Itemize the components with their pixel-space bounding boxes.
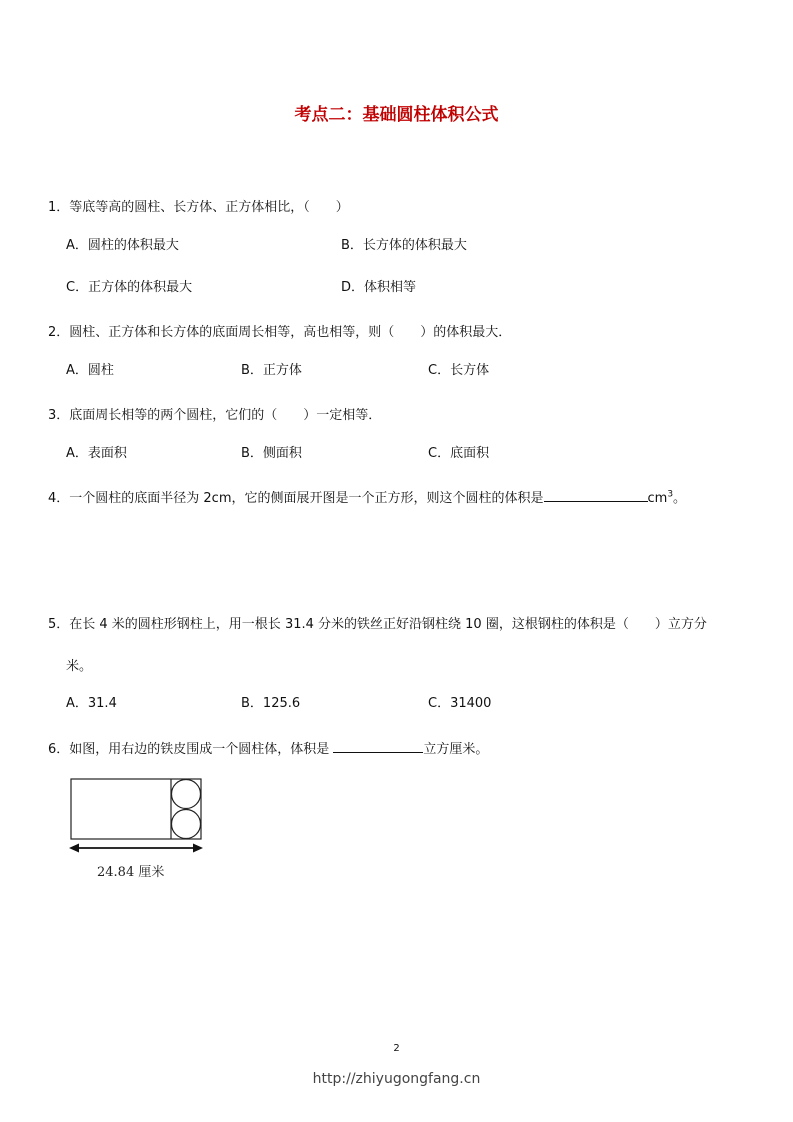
q3-option-b: B．侧面积 xyxy=(241,446,302,461)
bottom-circle xyxy=(172,810,201,839)
page-number: 2 xyxy=(393,1043,400,1054)
q4-answer-blank[interactable] xyxy=(544,489,648,502)
q6-answer-blank[interactable] xyxy=(333,740,423,753)
question-5-line-1: 5．在长 4 米的圆柱形钢柱上，用一根长 31.4 分米的铁丝正好沿钢柱绕 10 圈，这根钢柱的体积是（ ）立方分 xyxy=(48,617,707,632)
q3-option-a: A．表面积 xyxy=(66,446,127,461)
footer-url[interactable]: http://zhiyugongfang.cn xyxy=(312,1071,481,1087)
dimension-label: 24.84 厘米 xyxy=(97,865,165,880)
page-title: 考点二：基础圆柱体积公式 xyxy=(294,105,499,125)
question-4 xyxy=(48,487,686,506)
q4-text: 4．一个圆柱的底面半径为 2cm，它的侧面展开图是一个正方形，则这个圆柱的体积是 xyxy=(48,491,544,506)
q2-option-c: C．长方体 xyxy=(428,363,490,378)
q5-option-b: B．125.6 xyxy=(241,696,301,711)
q2-option-a: A．圆柱 xyxy=(66,363,114,378)
q6-text: 6．如图，用右边的铁皮围成一个圆柱体，体积是 xyxy=(48,742,330,757)
q1-option-b: B．长方体的体积最大 xyxy=(341,238,467,253)
q1-option-a: A．圆柱的体积最大 xyxy=(66,238,179,253)
question-1: 1．等底等高的圆柱、长方体、正方体相比，（ ） xyxy=(48,200,349,215)
question-5-line-2: 米。 xyxy=(66,659,93,674)
question-3: 3．底面周长相等的两个圆柱，它们的（ ）一定相等． xyxy=(48,408,382,423)
q4-unit: cm xyxy=(647,491,668,506)
left-arrowhead-icon xyxy=(69,844,79,853)
q1-option-c: C．正方体的体积最大 xyxy=(66,280,193,295)
top-circle xyxy=(172,780,201,809)
question-2: 2．圆柱、正方体和长方体的底面周长相等，高也相等，则（ ）的体积最大． xyxy=(48,325,512,340)
q6-sheet-figure xyxy=(62,772,212,884)
sheet-rectangle xyxy=(71,779,201,839)
question-6 xyxy=(48,738,488,757)
q1-option-d: D．体积相等 xyxy=(341,280,417,295)
q2-option-b: B．正方体 xyxy=(241,363,302,378)
right-arrowhead-icon xyxy=(193,844,203,853)
q4-unit-exponent: 3 xyxy=(667,489,674,500)
q4-end: 。 xyxy=(673,491,687,506)
q3-option-c: C．底面积 xyxy=(428,446,490,461)
q5-option-c: C．31400 xyxy=(428,696,492,711)
q6-end: 立方厘米。 xyxy=(423,742,489,757)
q5-option-a: A．31.4 xyxy=(66,696,117,711)
